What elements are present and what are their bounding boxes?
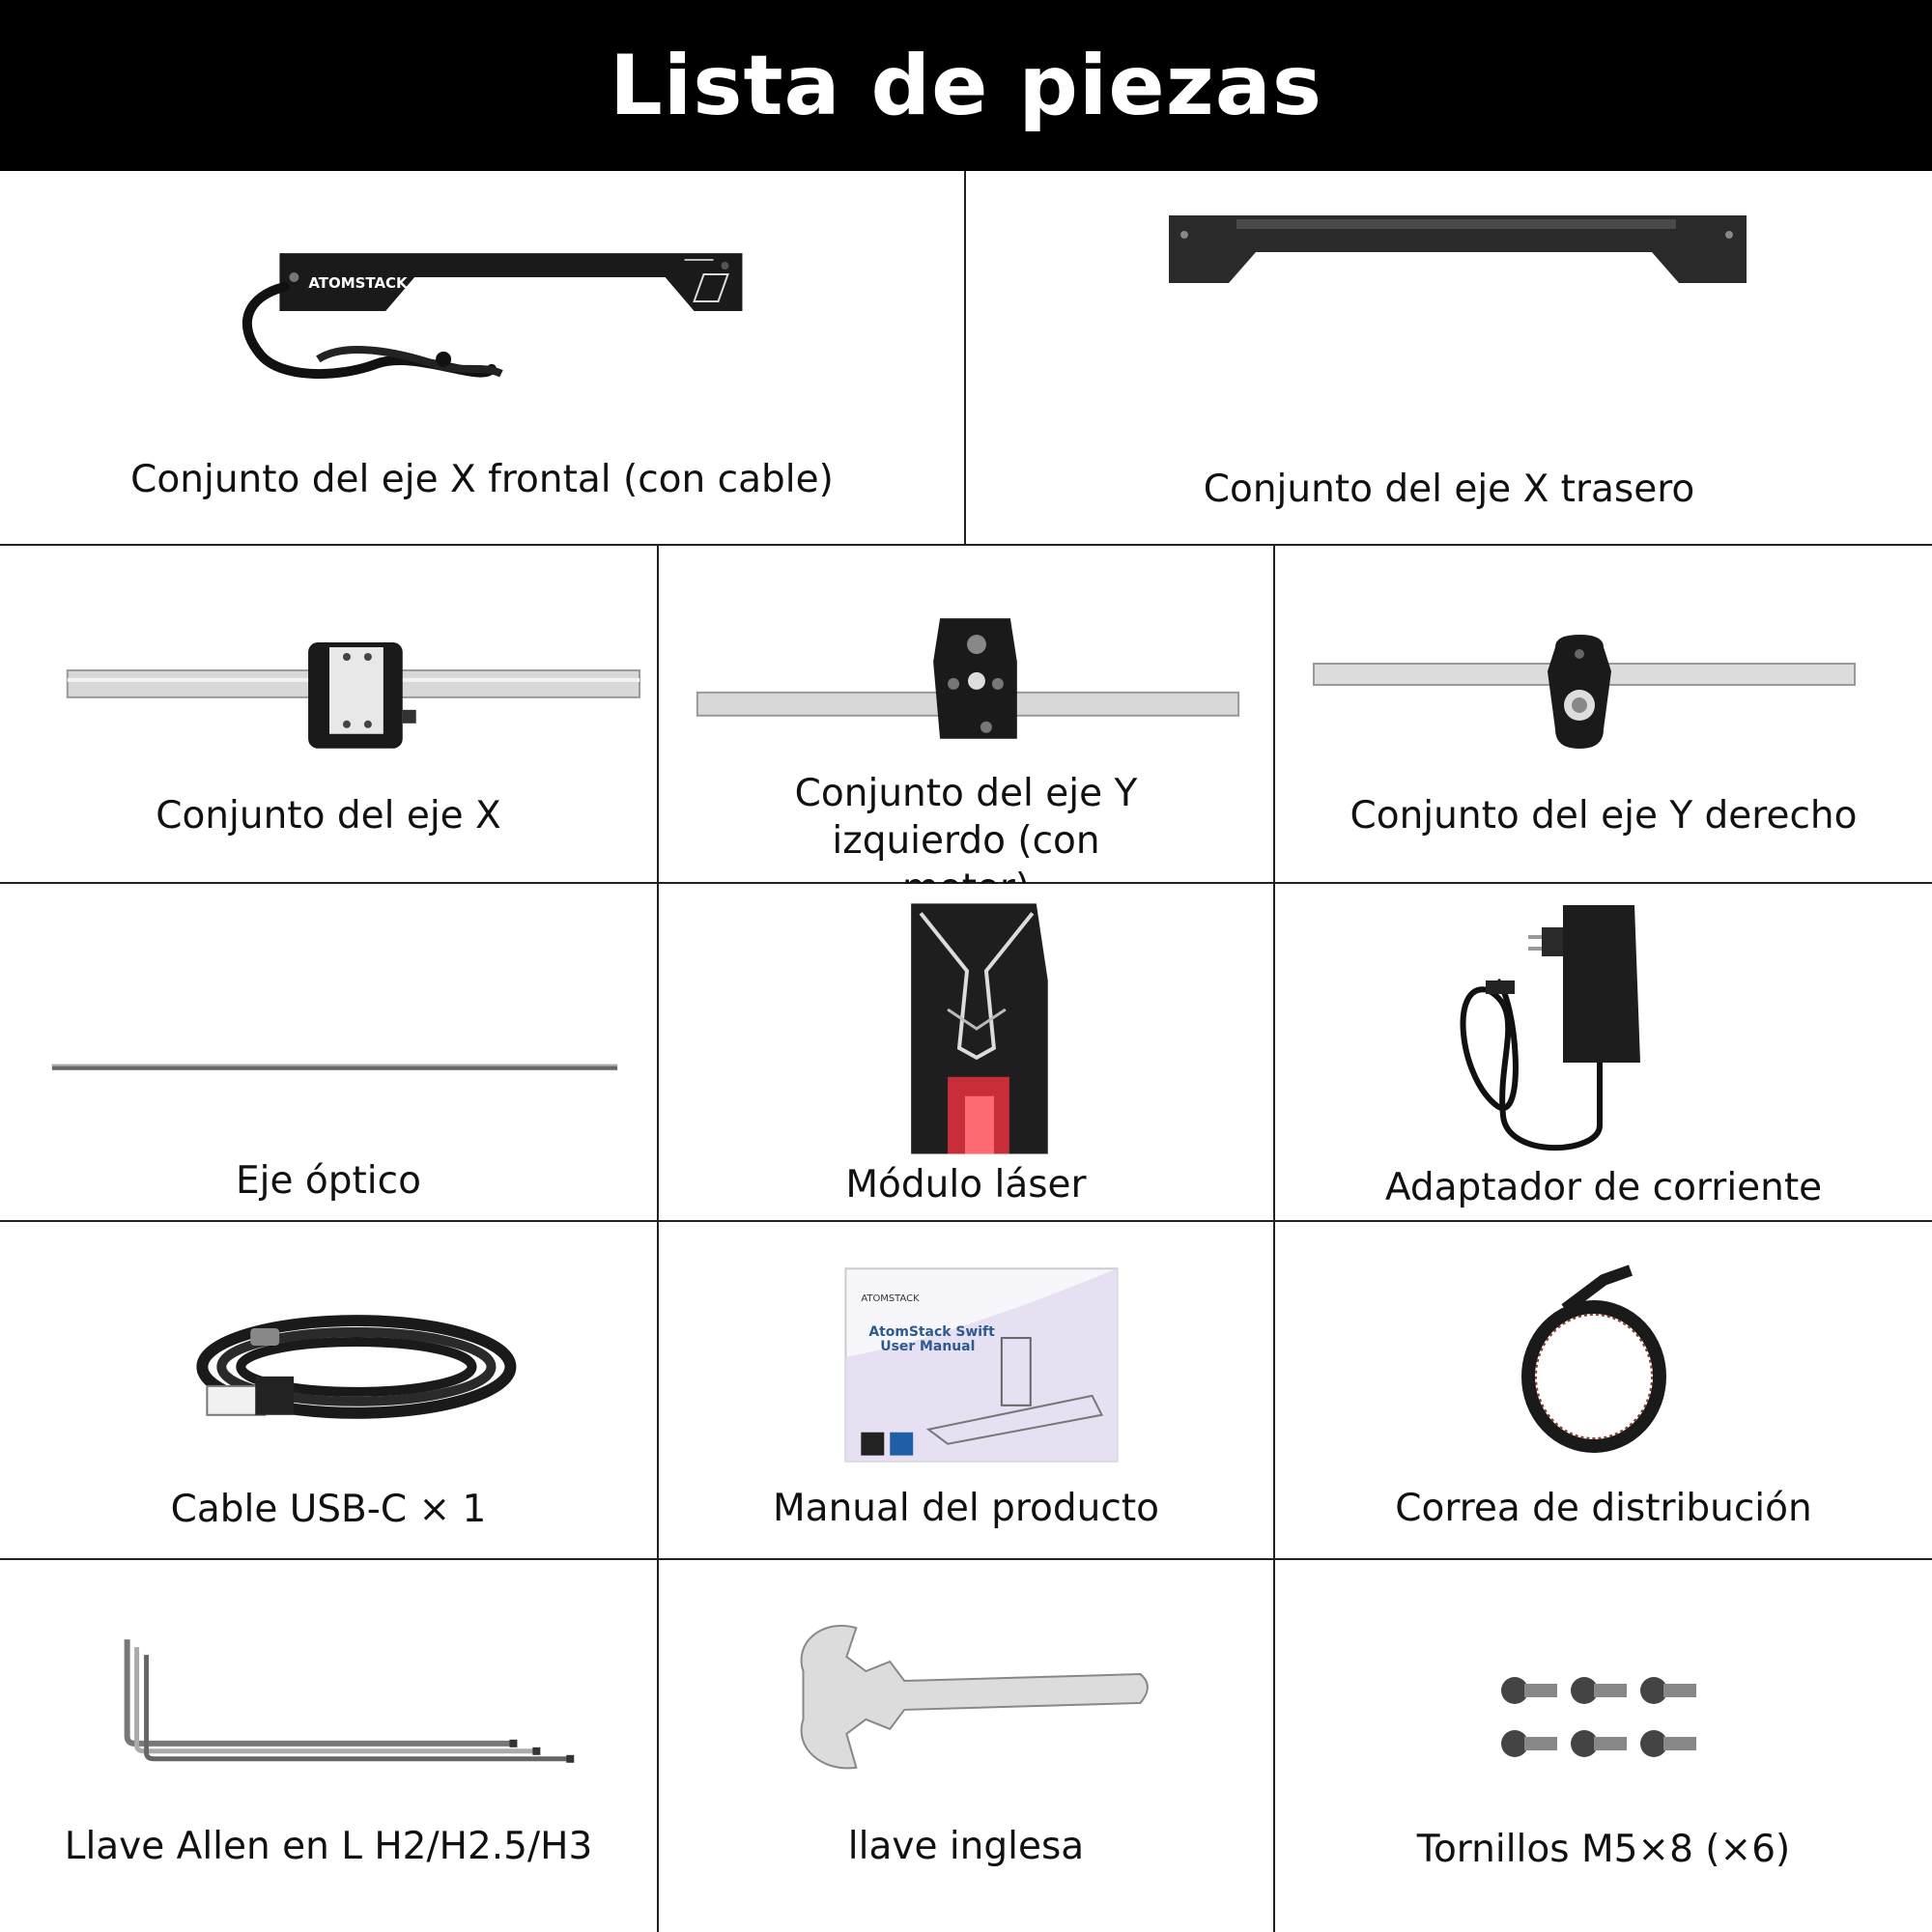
part-label: Conjunto del eje X trasero (1203, 468, 1695, 511)
optical-axis-image (0, 884, 657, 1116)
usb-c-cable-image (0, 1222, 657, 1454)
manual-title-line2: User Manual (880, 1338, 976, 1354)
screw-icon (1571, 1677, 1627, 1704)
part-label: Tornillos M5×8 (×6) (1416, 1828, 1791, 1871)
manual-brand: ATOMSTACK (861, 1293, 920, 1305)
timing-belt-image (1275, 1222, 1932, 1463)
screws-image (1275, 1560, 1932, 1811)
laser-module-image (659, 884, 1273, 1154)
part-cell-left-y-axis (659, 546, 1275, 884)
part-cell-right-y-axis (1275, 546, 1932, 884)
power-adapter-image (1275, 884, 1932, 1164)
right-y-axis-image (1275, 546, 1932, 768)
page-title: Lista de piezas (609, 37, 1323, 134)
screw-icon (1501, 1677, 1557, 1704)
front-x-axis-image (0, 171, 964, 403)
part-label: Correa de distribución (1395, 1487, 1812, 1530)
product-manual-image (659, 1222, 1273, 1473)
part-cell-usb-c-cable (0, 1222, 659, 1560)
part-cell-power-adapter (1275, 884, 1932, 1222)
part-cell-product-manual (659, 1222, 1275, 1560)
part-label: Manual del producto (773, 1487, 1159, 1530)
manual-title-line1: AtomStack Swift (868, 1324, 995, 1341)
part-label: Conjunto del eje Y izquierdo (con (794, 772, 1138, 863)
left-y-axis-image (659, 546, 1273, 758)
part-label: Conjunto del eje X (156, 794, 501, 838)
part-cell-wrench (659, 1560, 1275, 1932)
wrench-image (659, 1560, 1273, 1811)
part-label: Llave Allen en L H2/H2.5/H3 (64, 1825, 593, 1868)
rear-x-axis-image (966, 171, 1932, 403)
screw-icon (1571, 1730, 1627, 1757)
part-label: llave inglesa (847, 1825, 1085, 1868)
screw-icon (1640, 1677, 1696, 1704)
part-label: Conjunto del eje X frontal (con cable) (130, 458, 834, 501)
x-axis-image (0, 546, 657, 768)
part-cell-optical-axis (0, 884, 659, 1222)
part-cell-x-axis (0, 546, 659, 884)
part-label: Módulo láser (845, 1163, 1087, 1207)
part-label: Cable USB-C × 1 (170, 1488, 487, 1531)
part-cell-rear-x-axis (966, 171, 1932, 546)
page-header (0, 0, 1932, 171)
screw-icon (1501, 1730, 1557, 1757)
allen-key-image (0, 1560, 657, 1811)
brand-text: ATOMSTACK SWIFT (308, 273, 465, 292)
part-cell-front-x-axis (0, 171, 966, 546)
part-label: Conjunto del eje Y derecho (1350, 794, 1858, 838)
part-label: Eje óptico (236, 1159, 421, 1203)
part-cell-laser-module (659, 884, 1275, 1222)
screw-icon (1640, 1730, 1696, 1757)
part-cell-timing-belt (1275, 1222, 1932, 1560)
part-cell-allen-key (0, 1560, 659, 1932)
part-label: Adaptador de corriente (1384, 1166, 1823, 1209)
part-cell-screws (1275, 1560, 1932, 1932)
